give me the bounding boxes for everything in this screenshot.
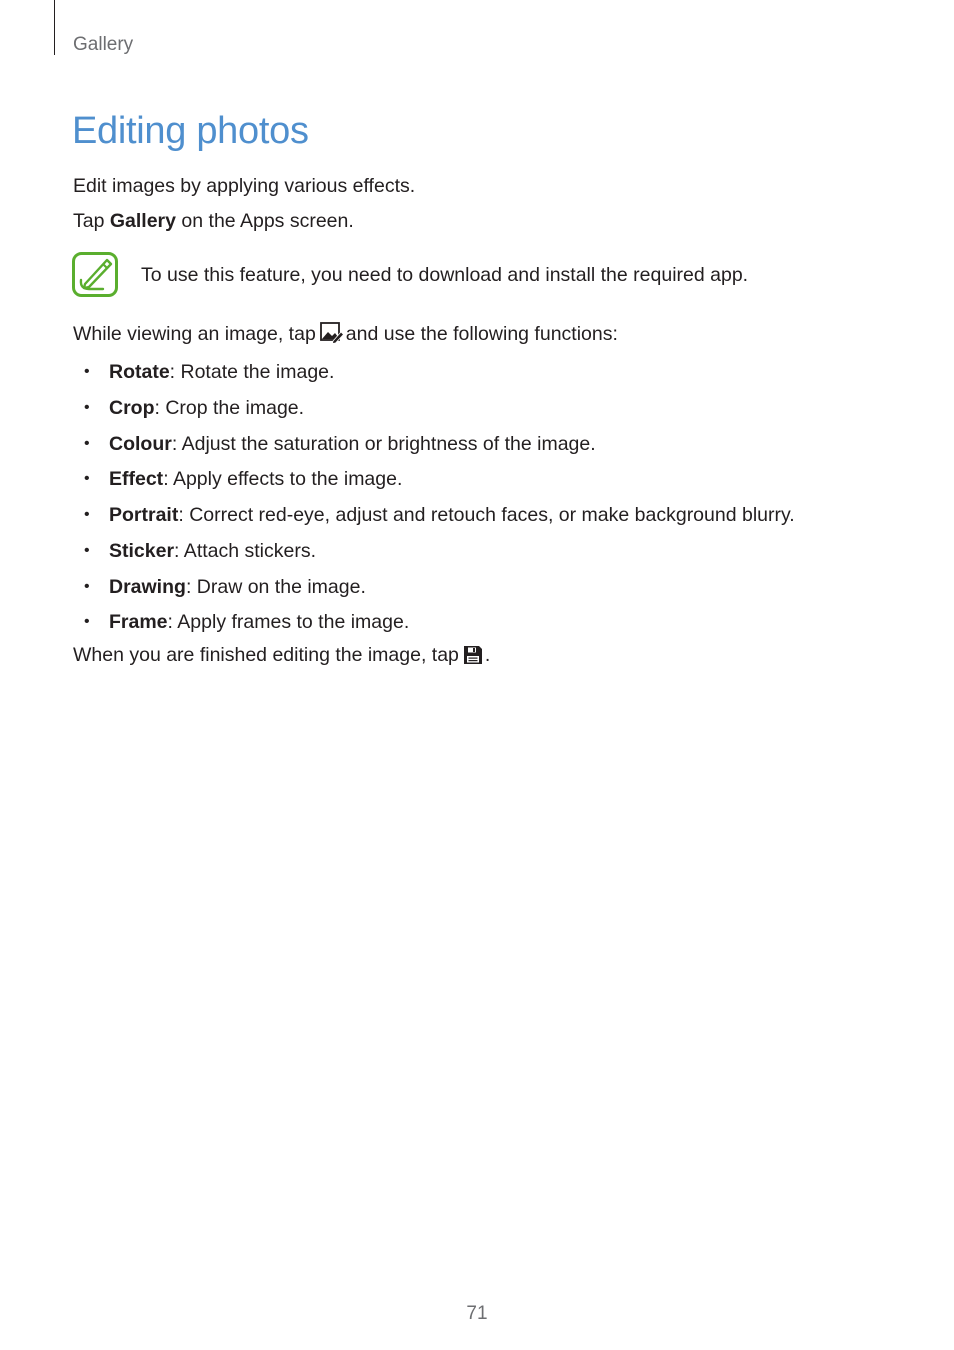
bullet-icon: • [84, 470, 90, 488]
function-desc: : Apply effects to the image. [163, 468, 403, 491]
function-desc: : Draw on the image. [185, 575, 366, 598]
bullet-icon: • [84, 434, 90, 452]
finish-suffix: . [484, 644, 491, 666]
function-term: Portrait [109, 504, 179, 526]
function-desc: : Rotate the image. [169, 361, 335, 383]
function-desc: : Correct red-eye, adjust and retouch faces, or make background blurry. [178, 504, 795, 526]
save-icon [463, 645, 483, 665]
function-desc: : Crop the image. [154, 396, 305, 419]
function-term: Sticker [109, 539, 175, 562]
function-desc: : Adjust the saturation or brightness of the image. [171, 432, 596, 455]
tap-prefix: Tap [73, 210, 110, 232]
section-label: Gallery [73, 34, 134, 55]
bullet-icon: • [84, 506, 90, 523]
viewing-prefix: While viewing an image, tap [73, 323, 316, 345]
list-item [73, 426, 893, 462]
function-term: Colour [109, 432, 172, 455]
intro-text: Edit images by applying various effects. [73, 175, 416, 197]
bullet-icon: • [84, 613, 90, 631]
bullet-icon: • [84, 577, 90, 595]
tap-instruction [73, 209, 354, 233]
bullet-icon: • [84, 363, 90, 380]
finish-instruction [73, 643, 490, 667]
list-item [73, 533, 893, 569]
page-title: Editing photos [72, 110, 309, 152]
function-desc: : Attach stickers. [174, 539, 317, 562]
bullet-icon: • [84, 541, 90, 559]
list-item [73, 569, 893, 605]
gallery-app-name: Gallery [109, 210, 176, 232]
function-term: Frame [109, 611, 168, 634]
function-term: Drawing [109, 575, 186, 598]
note-text: To use this feature, you need to download and install the required app. [141, 264, 749, 286]
function-list [73, 354, 893, 640]
tap-suffix: on the Apps screen. [176, 210, 354, 232]
list-item [73, 390, 893, 426]
list-item [73, 604, 893, 640]
viewing-instruction [73, 322, 618, 346]
page-number: 71 [466, 1303, 488, 1324]
note-pencil-icon [72, 252, 118, 297]
list-item [73, 461, 893, 497]
function-term: Effect [109, 468, 164, 491]
function-term: Crop [109, 396, 155, 419]
finish-prefix: When you are finished editing the image, tap [73, 644, 459, 666]
function-term: Rotate [109, 361, 170, 383]
bullet-icon: • [84, 398, 90, 416]
viewing-suffix: and use the following functions: [345, 323, 618, 345]
list-item [73, 497, 893, 533]
edit-photo-icon [320, 322, 344, 344]
function-desc: : Apply frames to the image. [167, 611, 410, 634]
list-item [73, 354, 893, 390]
header-rule [54, 0, 55, 55]
